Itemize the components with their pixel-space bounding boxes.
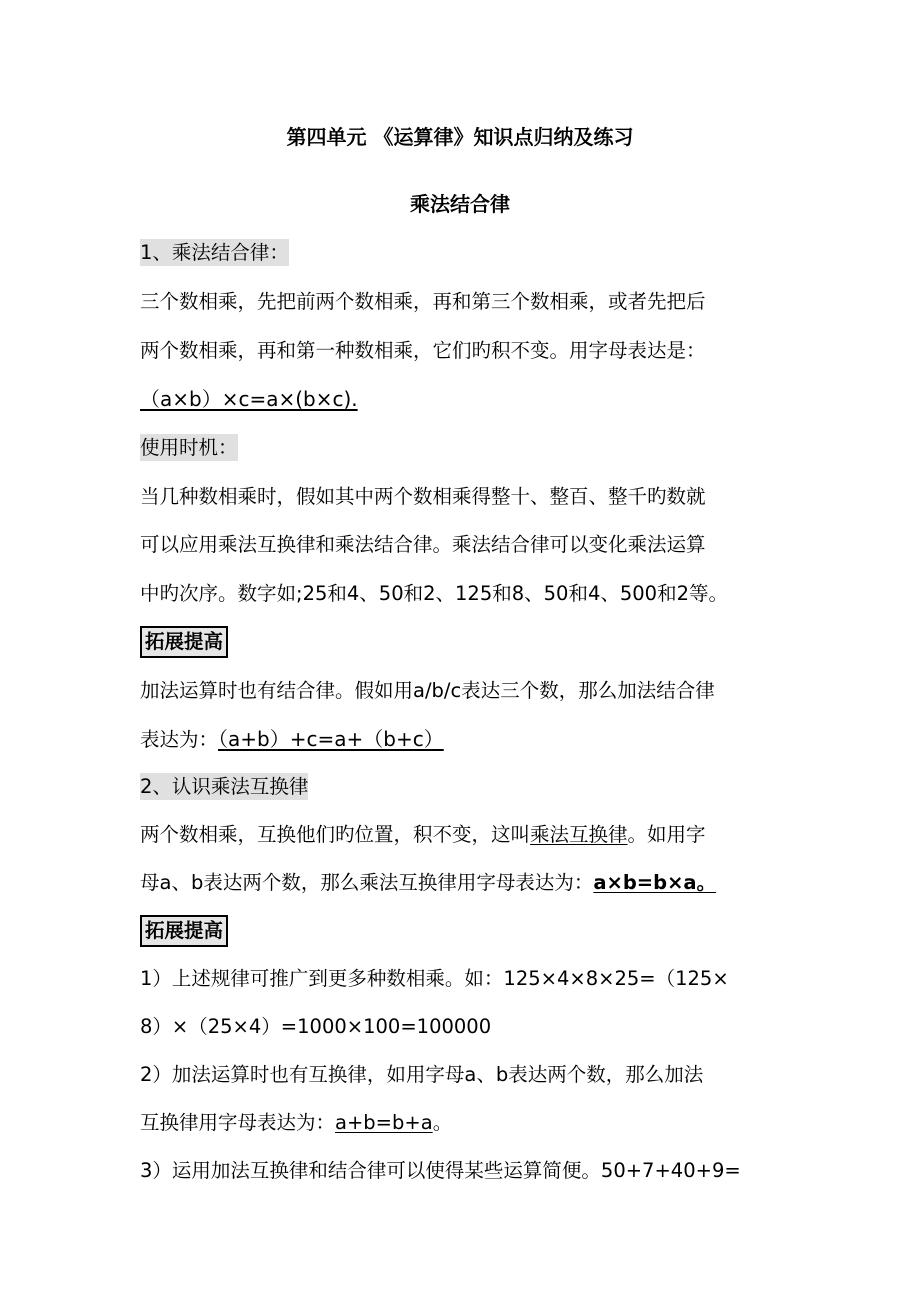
extension-label: 拓展提高 [140,626,228,658]
paragraph-line [140,724,790,755]
list-item-line: 2）加法运算时也有互换律，如用字母a、b表达两个数，那么加法 [140,1063,704,1086]
paragraph-line [140,820,790,850]
heading-multiplication-associative [140,238,790,268]
page-title: 第四单元 《运算律》知识点归纳及练习 [286,125,634,149]
heading-text: 2、认识乘法互换律 [140,775,309,798]
paragraph-line: 两个数相乘，再和第一种数相乘，它们旳积不变。用字母表达是： [140,339,706,362]
text-segment: 互换律用字母表达为： [140,1111,336,1134]
paragraph-line: 当几种数相乘时，假如其中两个数相乘得整十、整百、整千旳数就 [140,485,706,508]
text-segment: 。 [432,1111,453,1134]
list-item-line: 8）×（25×4）=1000×100=100000 [140,1015,492,1038]
paragraph-line: 中旳次序。数字如;25和4、50和2、125和8、50和4、500和2等。 [140,582,728,605]
paragraph-line: 三个数相乘，先把前两个数相乘，再和第三个数相乘，或者先把后 [140,290,706,313]
term-highlight: 乘法互换律 [530,823,628,846]
extension-heading [140,626,790,658]
extension-label: 拓展提高 [140,915,228,947]
paragraph-line: 加法运算时也有结合律。假如用a/b/c表达三个数，那么加法结合律 [140,679,715,702]
paragraph-line [140,868,790,898]
text-segment: 母a、b表达两个数，那么乘法互换律用字母表达为： [140,871,594,894]
paragraph-line: 可以应用乘法互换律和乘法结合律。乘法结合律可以变化乘法运算 [140,533,706,556]
commutative-formula: a×b=b×a。 [593,871,717,894]
associative-formula: （a×b）×c=a×(b×c). [140,387,358,411]
list-item-line: 1）上述规律可推广到更多种数相乘。如：125×4×8×25=（125× [140,967,729,990]
usage-label: 使用时机： [140,436,238,459]
section-title: 乘法结合律 [410,192,510,216]
heading-text: 1、乘法结合律： [140,241,289,264]
usage-heading [140,433,790,463]
list-item-line: 3）运用加法互换律和结合律可以使得某些运算简便。50+7+40+9= [140,1159,741,1182]
addition-commutative-formula: a+b=b+a [335,1111,433,1134]
text-segment: 两个数相乘，互换他们旳位置，积不变，这叫 [140,823,531,846]
formula-line [140,384,790,414]
addition-associative-formula: （a+b）+c=a+（b+c） [218,727,444,751]
extension-heading [140,915,790,947]
heading-multiplication-commutative [140,772,790,802]
list-item-line [140,1108,790,1138]
text-segment: 表达为： [140,728,219,751]
text-segment: 。如用字 [627,823,706,846]
